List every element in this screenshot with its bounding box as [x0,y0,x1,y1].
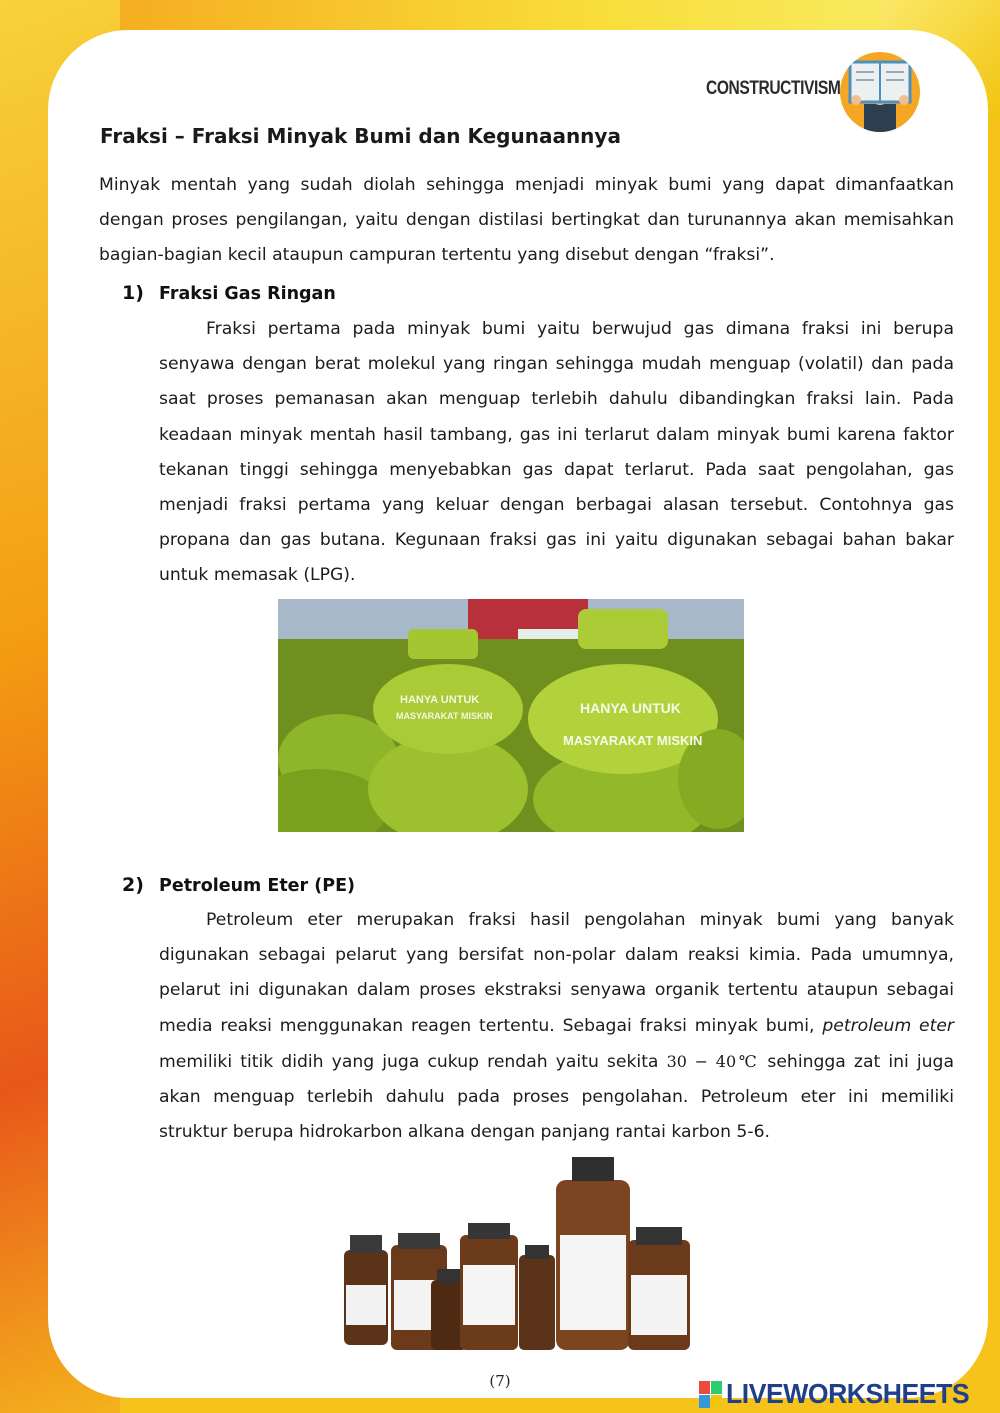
photo-label-hanya: HANYA UNTUK [400,694,480,706]
lpg-cylinders-photo [278,599,744,832]
section-2-text-a: Petroleum eter merupakan fraksi hasil pengolahan minyak bumi yang banyak digunakan sebagai pelarut yang bersifat non-polar dalam reaksi kimia. Pada umumnya, pelarut ini digunakan dalam proses ekstraksi senyawa organik tertentu ataupun sebagai media reaksi menggunakan reagen tertentu. Sebagai fraksi minyak bumi, [159,910,954,1036]
reagent-bottles-photo [336,1155,696,1355]
section-2-paragraph [159,903,954,1150]
liveworksheets-icon [698,1380,724,1410]
page-title: Fraksi – Fraksi Minyak Bumi dan Kegunaannya [100,124,621,148]
section-2-number: 2) [122,874,144,896]
section-1-paragraph: Fraksi pertama pada minyak bumi yaitu berwujud gas dimana fraksi ini berupa senyawa dengan berat molekul yang ringan sehingga mudah menguap (volatil) dan pada saat proses pemanasan akan menguap terlebih dahulu dibandingkan fraksi lain. Pada keadaan minyak mentah hasil tambang, gas ini terlarut dalam minyak bumi karena faktor tekanan tinggi sehingga menyebabkan gas dapat terlarut. Pada saat pengolahan, gas menjadi fraksi pertama yang keluar dengan berbagai alasan tersebut. Contohnya gas propana dan gas butana. Kegunaan fraksi gas ini yaitu digunakan sebagai bahan bakar untuk memasak (LPG). [159,319,954,586]
liveworksheets-logo [698,1378,998,1412]
boiling-range: 30 − 40℃ [666,1051,760,1071]
logo-text: CONSTRUCTIVISM [706,78,841,99]
section-2-italic-term: petroleum eter [822,1015,954,1036]
section-2-heading: Petroleum Eter (PE) [159,876,356,896]
section-1-heading: Fraksi Gas Ringan [159,284,336,304]
section-2-text-b: memiliki titik didih yang juga cukup rendah yaitu sekita [159,1051,667,1072]
photo-label-masyarakat-large: MASYARAKAT MISKIN [563,733,703,748]
intro-paragraph: Minyak mentah yang sudah diolah sehingga menjadi minyak bumi yang dapat dimanfaatkan dengan proses pengilangan, yaitu dengan distilasi bertingkat dan turunannya akan memisahkan bagian-bagian kecil ataupun campuran tertentu yang disebut dengan “fraksi”. [99,175,954,266]
constructivism-logo [706,58,926,138]
liveworksheets-text: LIVEWORKSHEETS [726,1378,970,1409]
section-2-text-c: sehingga zat ini juga akan menguap terlebih dahulu pada proses pengolahan. Petroleum eter ini memiliki struktur berupa hidrokarbon alkana dengan panjang rantai karbon 5-6. [159,1051,954,1143]
reading-person-icon [840,52,920,132]
photo-label-masyarakat: MASYARAKAT MISKIN [396,711,493,721]
photo-label-hanya-large: HANYA UNTUK [580,700,681,716]
page-number: (7) [489,1372,511,1390]
section-1-number: 1) [122,282,144,304]
